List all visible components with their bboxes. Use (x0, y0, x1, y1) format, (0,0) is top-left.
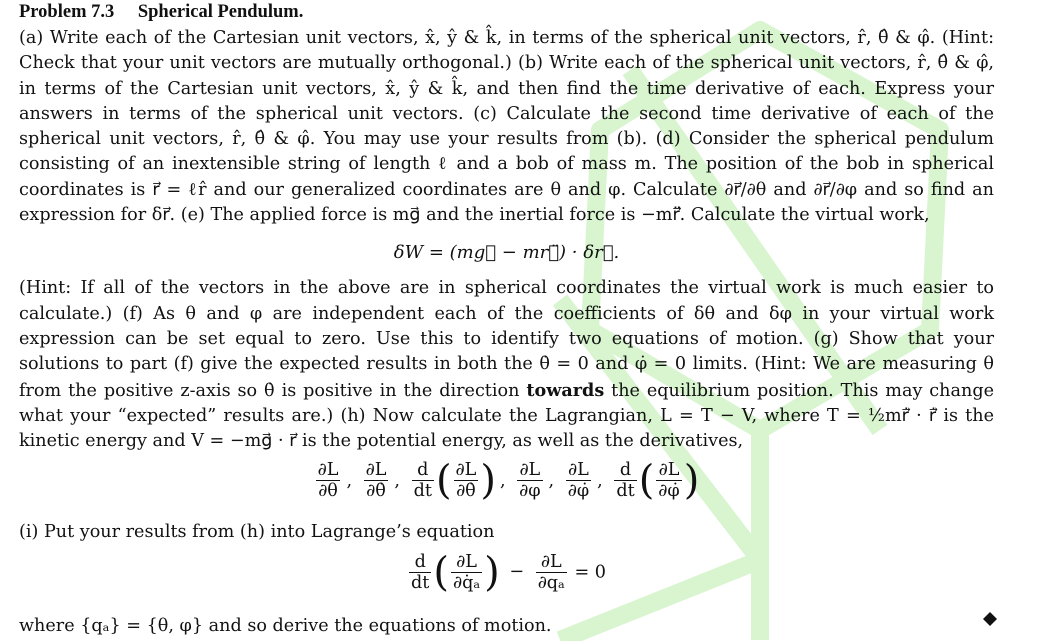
frac-d-dt-theta: $\frac{d}{dt}$ (413, 460, 432, 502)
frac-dL-dq: $\frac{\partial L}{\text{∂qₐ}}$ (537, 551, 565, 593)
frac-dL-dtheta: $\frac{\partial L}{\partial\theta}$ (317, 460, 339, 502)
bold-towards: towards (526, 379, 605, 401)
paragraph-f-h-text: (Hint: If all of the vectors in the above are in spherical coordinates the virtual work is much easier to calculate.) (f) As θ and φ are independent each of the coefficients of δθ and δφ in your virtual work expression can be set equal to zero. Use this to identify two equations of motion. (g) Show that your solutions to part (f) give the expected results in both the θ̇ = 0 and φ̇ = 0 limits. (Hint: We are measuring θ from the positive z-axis so θ̇ is positive in the direction (19, 278, 994, 401)
problem-paragraph-i: (i) Put your results from (h) into Lagrange’s equation (19, 522, 495, 543)
diamond-icon (983, 612, 997, 626)
problem-heading (19, 0, 994, 26)
problem-paragraph-final: where {qₐ} = {θ, φ} and so derive the equations of motion. (19, 615, 552, 636)
frac-d-dt-phi: $\frac{d}{dt}$ (616, 460, 635, 502)
frac-dL-dphidot: $\frac{\partial L}{\partial\varphi̇}$ (567, 460, 590, 502)
problem-document (19, 0, 994, 639)
frac-inner-phi: $\frac{\partial L}{\partial\varphi̇}$ (658, 460, 680, 502)
virtual-work-equation: δW = (mg⃗ − mr⃗̈) · δr⃗. (393, 242, 620, 264)
problem-number: Problem 7.3 (19, 2, 115, 22)
lagrange-rhs: = 0 (574, 562, 606, 583)
frac-dL-dthetadot: $\frac{\partial L}{\partial\thetȧ}$ (365, 460, 387, 502)
lagrangian-derivatives-equation: $\frac{\partial L}{\partial\theta}$ , $\frac{\partial L}{\partial\thetȧ}$ , $\frac{d}{dt}$ ( $\frac{\partial L}{\partial\thetȧ}$ ) , $\frac{\partial L}{\partial\varphi}$ , $\frac{\partial L}{\partial\varphi̇}$ , $\frac{d}{dt}$ ( $\frac{\partial L}{\partial\varphi̇}$ ) (317, 457, 700, 504)
frac-d-dt: $\frac{d}{dt}$ (411, 551, 430, 593)
frac-dL-dphi: $\frac{\partial L}{\partial\varphi}$ (519, 460, 541, 502)
problem-title: Spherical Pendulum. (137, 2, 304, 22)
frac-dL-dqdot: $\frac{\partial L}{\text{∂q̇ₐ}}$ (452, 551, 481, 593)
problem-paragraph-a-e: (a) Write each of the Cartesian unit vectors, x̂, ŷ & k̂, in terms of the spherical unit vectors, r̂, θ̂ & φ̂. (Hint: Check that your unit vectors are mutually orthogonal.) (b) Write each of the spherical unit vectors, r̂, θ̂ & φ̂, in terms of the Cartesian unit vectors, x̂, ŷ & k̂, and then find the time derivative of each. Express your answers in terms of the spherical unit vectors. (c) Calculate the second time derivative of each of the spherical unit vectors, r̂, θ̂ & φ̂. You may use your results from (b). (d) Consider the spherical pendulum consisting of an inextensible string of length ℓ and a bob of mass m. The position of the bob in spherical coordinates is r⃗ = ℓr̂ and our generalized coordinates are θ and φ. Calculate ∂r⃗/∂θ and ∂r⃗/∂φ and so find an expression for δr⃗. (e) The applied force is mg⃗ and the inertial force is −mr⃗̈. Calculate the virtual work, (19, 28, 994, 226)
paragraph-f-h-text-end: the equilibrium position. This may change what your “expected” results are.) (h) Now calculate the Lagrangian, L = T − V, where T = ½mr⃗̇ · r⃗̇ is the kinetic energy and V = −mg⃗ · r⃗ is the potential energy, as well as the derivatives, (19, 380, 994, 452)
frac-inner-theta: $\frac{\partial L}{\partial\thetȧ}$ (455, 460, 477, 502)
lagrange-equation: $\frac{d}{dt}$ ( $\frac{\partial L}{\text{∂q̇ₐ}}$ ) − $\frac{\partial L}{\text{∂qₐ}}$ = 0 (411, 549, 606, 596)
problem-paragraph-f-h (19, 276, 994, 454)
